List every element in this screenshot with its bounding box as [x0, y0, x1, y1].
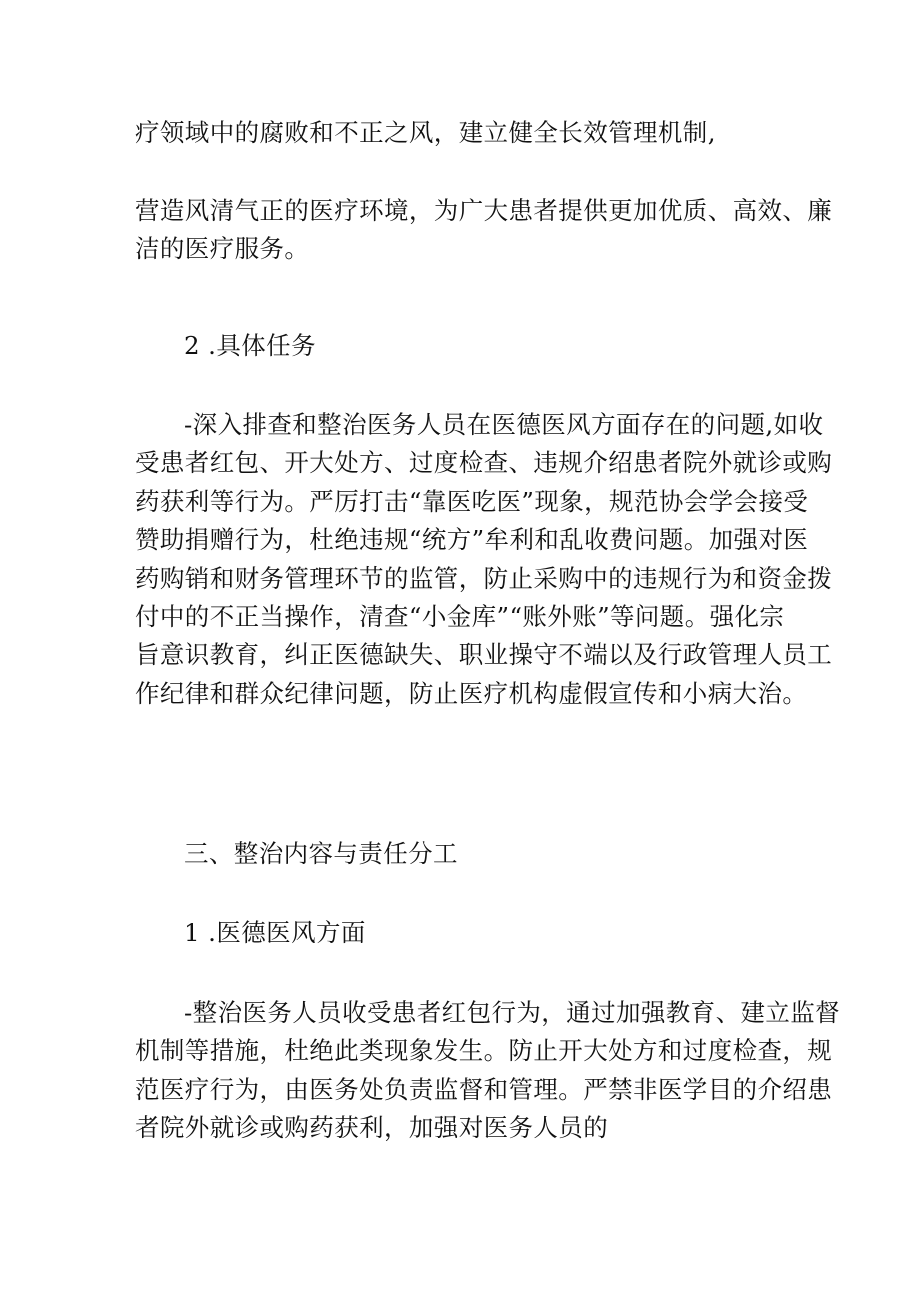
text-line: 赞助捐赠行为，杜绝违规“统方”牟利和乱收费问题。加强对医: [135, 525, 809, 555]
text-line: 旨意识教育，纠正医德缺失、职业操守不端以及行政管理人员工: [135, 640, 833, 670]
text-line: 受患者红包、开大处方、过度检查、违规介绍患者院外就诊或购: [135, 448, 833, 478]
text-line: 者院外就诊或购药获利，加强对医务人员的: [135, 1113, 609, 1143]
text-line: 药购销和财务管理环节的监管，防止采购中的违规行为和资金拨: [135, 563, 833, 593]
text-line: 机制等措施，杜绝此类现象发生。防止开大处方和过度检查，规: [135, 1036, 833, 1066]
text-line: 药获利等行为。严厉打击“靠医吃医”现象，规范协会学会接受: [135, 486, 809, 516]
paragraph-ethics: [135, 994, 841, 1148]
paragraph-intro-end: [135, 114, 790, 152]
heading-text: 三、整治内容与责任分工: [184, 839, 458, 868]
paragraph-goal: [135, 192, 833, 269]
text-line: 洁的医疗服务。: [135, 234, 310, 264]
section-heading-content-responsibility: [184, 835, 839, 873]
text-line: -整治医务人员收受患者红包行为，通过加强教育、建立监督: [184, 998, 841, 1027]
text-line: 作纪律和群众纪律问题，防止医疗机构虚假宣传和小病大治。: [135, 678, 808, 708]
subsection-heading-medical-ethics: [184, 914, 839, 952]
text-line: -深入排查和整治医务人员在医德医风方面存在的问题,如收: [184, 410, 824, 439]
text-line: 付中的不正当操作，清查“小金库”“账外账”等问题。强化宗: [135, 602, 785, 632]
text-line: 营造风清气正的医疗环境，为广大患者提供更加优质、高效、廉: [135, 196, 833, 225]
heading-text: 2 .具体任务: [184, 331, 316, 360]
paragraph-tasks: [135, 406, 833, 713]
section-heading-specific-tasks: [184, 327, 839, 365]
text-line: 范医疗行为，由医务处负责监督和管理。严禁非医学目的介绍患: [135, 1074, 833, 1104]
text-line: 疗领域中的腐败和不正之风，建立健全长效管理机制,: [135, 118, 716, 147]
heading-text: 1 .医德医风方面: [184, 918, 366, 947]
